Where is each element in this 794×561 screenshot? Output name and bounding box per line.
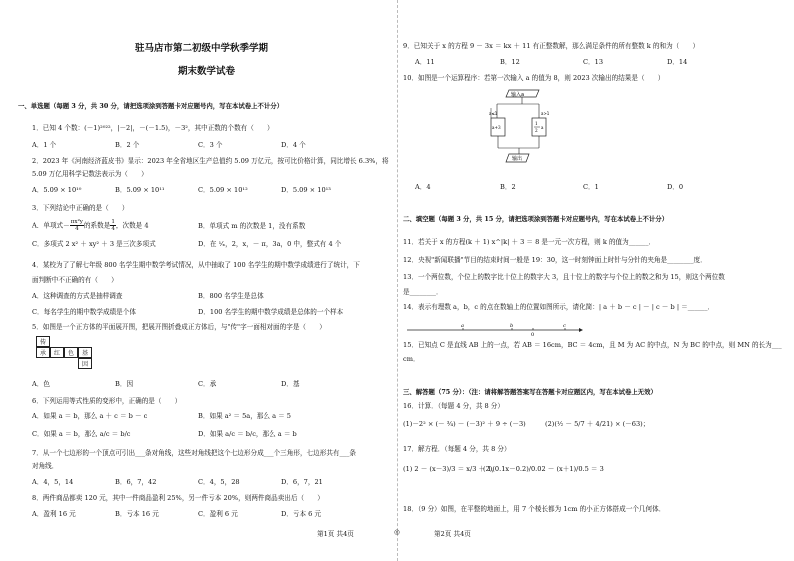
q1-option-d[interactable]: D．4 个 [281, 141, 306, 149]
q10-option-d[interactable]: D．0 [667, 183, 684, 191]
q7-option-b[interactable]: B．6，7，42 [115, 478, 157, 486]
q8-option-a[interactable]: A．盈利 16 元 [32, 510, 76, 518]
flow-right-denominator: 2 [535, 128, 538, 133]
q11-stem: 11．若关于 x 的方程(k ＋ 1) x^|k| ＋ 3 ＝ 8 是一元一次方程，则 k 的值为______． [403, 238, 656, 246]
flow-input-label: 输入a [511, 92, 525, 98]
cube-net-cell: 传 [36, 336, 50, 347]
q5-option-c[interactable]: C．承 [198, 380, 217, 388]
q4-option-a[interactable]: A．这种调查的方式是抽样调查 [32, 292, 123, 300]
q13-stem-line1: 13．一个两位数，个位上的数字比十位上的数字大 3，且十位上的数字与个位上的数之和为 15，则这个两位数 [403, 273, 725, 281]
q9-option-a[interactable]: A．11 [415, 58, 435, 66]
q1-stem: 1．已知 4 个数：(－1)²⁰²²，|－2|，－(－1.5)，－3²，其中正数的个数有（ ） [32, 124, 274, 132]
q4-option-b[interactable]: B．800 名学生是总体 [198, 292, 264, 300]
q17-part2: (2)(0.1x－0.2)/0.02 － (x＋1)/0.5 ＝ 3 [483, 465, 604, 473]
q4-stem-line1: 4．某校为了了解七年级 800 名学生期中数学考试情况，从中抽取了 100 名学生的期中数学成绩进行了统计，下 [32, 261, 360, 269]
q2-stem-line1: 2．2023 年《河南经济蓝皮书》显示：2023 年全省地区生产总值约 5.09 万亿元，按可比价格计算，同比增长 6.3%，将 [32, 157, 389, 165]
q3-option-b[interactable]: B．单项式 m 的次数是 1，没有系数 [198, 222, 306, 230]
q16-stem: 16．计算．（每题 4 分，共 8 分） [403, 402, 504, 410]
section3-heading: 三、解答题（75 分）：（注：请将解答题答案写在答题卡对应题区内，写在本试卷上无效） [403, 388, 657, 396]
q2-option-a[interactable]: A．5.09 × 10¹⁰ [32, 186, 82, 194]
q3-option-c[interactable]: C．多项式 2 x² ＋ xy² ＋ 3 是三次多项式 [32, 240, 156, 248]
q3-fraction-2-den: 4 [111, 226, 115, 232]
q5-option-a[interactable]: A．色 [32, 380, 50, 388]
q16-part1: (1)－2² × (－ ¾) － (－3)² ＋ 9 ÷ (－3) [403, 420, 526, 428]
q9-stem: 9．已知关于 x 的方程 9 － 3x ＝ kx ＋ 11 有正整数解，那么满足条件的所有整数 k 的和为（ ） [403, 42, 700, 50]
q6-option-b[interactable]: B．如果 a² ＝ 5a，那么 a ＝ 5 [198, 412, 291, 420]
number-line-label-c: c [563, 323, 566, 329]
q16-part2: (2)(½ － 5/7 ＋ 4/21) × (－63)； [545, 420, 650, 428]
cube-net-cell: 色 [64, 347, 78, 358]
section1-heading: 一、单选题（每题 3 分，共 30 分，请把选项涂到答题卡对应题号内，写在本试卷上不计分） [18, 102, 284, 110]
q14-stem: 14．表示有理数 a，b，c 的点在数轴上的位置如图所示，请化简：| a ＋ b － c | － | c － b | ＝______． [403, 303, 715, 311]
flow-right-numerator: 1 [535, 121, 538, 126]
q8-option-d[interactable]: D．亏本 6 元 [281, 510, 322, 518]
q3-option-a-prefix: A．单项式－ [32, 221, 70, 230]
q5-option-b[interactable]: B．因 [115, 380, 134, 388]
q1-option-b[interactable]: B．2 个 [115, 141, 140, 149]
q3-option-a-tail: ，次数是 4 [115, 221, 149, 230]
q7-option-d[interactable]: D．6，7，21 [281, 478, 323, 486]
q5-stem: 5．如图是一个正方体的平面展开图，把展开图折叠成正方体后，与"传"字一面相对面的字是（ ） [32, 323, 326, 331]
q7-option-a[interactable]: A．4，5，14 [32, 478, 74, 486]
q1-option-c[interactable]: C．3 个 [198, 141, 223, 149]
number-line-label-b: b [510, 323, 514, 329]
cube-net-cell: 因 [78, 358, 92, 369]
number-line-label-a: a [461, 323, 464, 329]
page-number-right: 第2页 共4页 [434, 530, 471, 538]
flow-right-condition: a>1 [541, 111, 550, 116]
q13-stem-line2: 是________． [403, 288, 443, 296]
q9-option-d[interactable]: D．14 [667, 58, 688, 66]
q6-option-a[interactable]: A．如果 a ＝ b，那么 a ＋ c ＝ b － c [32, 412, 148, 420]
q7-option-c[interactable]: C．4，5，28 [198, 478, 240, 486]
q1-option-a[interactable]: A．1 个 [32, 141, 57, 149]
q3-fraction-1 [70, 219, 84, 232]
q10-option-a[interactable]: A．4 [415, 183, 431, 191]
q3-option-a-mid: 的系数是 [83, 221, 111, 230]
q3-stem: 3．下列结论中正确的是（ ） [32, 204, 129, 212]
q3-fraction-1-num: πx²y [70, 219, 83, 225]
q15-stem-line2: cm． [403, 355, 420, 363]
cube-net-cell: 红 [50, 347, 64, 358]
flow-right-variable: a [541, 125, 544, 130]
q3-fraction-1-den: 4 [75, 226, 79, 232]
q6-stem: 6．下列运用等式性质的变形中，正确的是（ ） [32, 397, 182, 405]
school-title: 驻马店市第二初级中学秋季学期 [135, 43, 269, 54]
flow-left-condition: a≤1 [489, 111, 498, 116]
flow-left-box-label: a+3 [492, 125, 501, 130]
q10-option-b[interactable]: B．2 [500, 183, 516, 191]
q3-option-d[interactable]: D．在 ¹⁄ₓ，2，x，－ π，3a，0 中，整式有 4 个 [198, 240, 342, 248]
q10-stem: 10．如图是一个运算程序：若第一次输入 a 的值为 8，则 2023 次输出的结果是（ ） [403, 74, 665, 82]
number-line-figure [405, 318, 585, 336]
q2-option-b[interactable]: B．5.09 × 10¹¹ [115, 186, 165, 194]
cube-net-cell: 基 [78, 347, 92, 358]
q8-option-b[interactable]: B．亏本 16 元 [115, 510, 159, 518]
q12-stem: 12．央视"新闻联播"节目的结束时间一般是 19：30，这一时刻钟面上时针与分针的夹角是________度． [403, 256, 707, 264]
page-number-left: 第1页 共4页 [317, 530, 354, 538]
q2-option-d[interactable]: D．5.09 × 10¹³ [281, 186, 331, 194]
cube-net-cell: 承 [36, 347, 50, 358]
q7-stem-line2: 对角线． [32, 462, 59, 470]
q9-option-c[interactable]: C．13 [583, 58, 604, 66]
flowchart-figure [489, 88, 559, 170]
q17-stem: 17．解方程．（每题 4 分，共 8 分） [403, 445, 511, 453]
q10-option-c[interactable]: C．1 [583, 183, 599, 191]
exam-title: 期末数学试卷 [178, 66, 236, 77]
q5-option-d[interactable]: D．基 [281, 380, 300, 388]
q4-option-d[interactable]: D．100 名学生的期中数学成绩是总体的一个样本 [198, 308, 344, 316]
q15-stem-line1: 15．已知点 C 是直线 AB 上的一点，若 AB ＝ 16cm，BC ＝ 4cm，且 M 为 AC 的中点，N 为 BC 的中点，则 MN 的长为___ [403, 341, 782, 349]
section2-heading: 二、填空题（每题 3 分，共 15 分，请把选项涂到答题卡对应题号内，写在本试卷上不计分） [403, 215, 669, 223]
q4-stem-line2: 面判断中不正确的有（ ） [32, 276, 118, 284]
q3-fraction-2-num: 1 [111, 219, 115, 225]
page-separator-icon: ◎ [394, 528, 400, 536]
q6-option-c[interactable]: C．如果 a ＝ b，那么 a/c ＝ b/c [32, 430, 131, 438]
q9-option-b[interactable]: B．12 [500, 58, 520, 66]
number-line-label-zero: 0 [531, 332, 535, 336]
q2-stem-line2: 5.09 万亿用科学记数法表示为（ ） [32, 170, 148, 178]
q3-option-a[interactable] [32, 219, 149, 232]
q6-option-d[interactable]: D．如果 a/c ＝ b/c，那么 a ＝ b [198, 430, 297, 438]
q4-option-c[interactable]: C．每名学生的期中数学成绩是个体 [32, 308, 136, 316]
q18-stem: 18．（9 分）如图，在平整的地面上，用 7 个棱长都为 1cm 的小正方体搭成一个几何体． [403, 505, 666, 513]
q8-stem: 8．两件商品都卖 120 元，其中一件商品盈利 25%，另一件亏本 20%，则两件商品卖出后（ ） [32, 494, 324, 502]
q17-part1: (1) 2 － (x－3)/3 ＝ x/3 ＋ 1， [403, 465, 498, 473]
q2-option-c[interactable]: C．5.09 × 10¹² [198, 186, 248, 194]
flow-output-label: 输出 [512, 156, 523, 162]
q8-option-c[interactable]: C．盈利 6 元 [198, 510, 238, 518]
q7-stem-line1: 7．从一个七边形的一个顶点可引出___条对角线，这些对角线把这个七边形分成___个三角形，七边形共有___条 [32, 449, 356, 457]
